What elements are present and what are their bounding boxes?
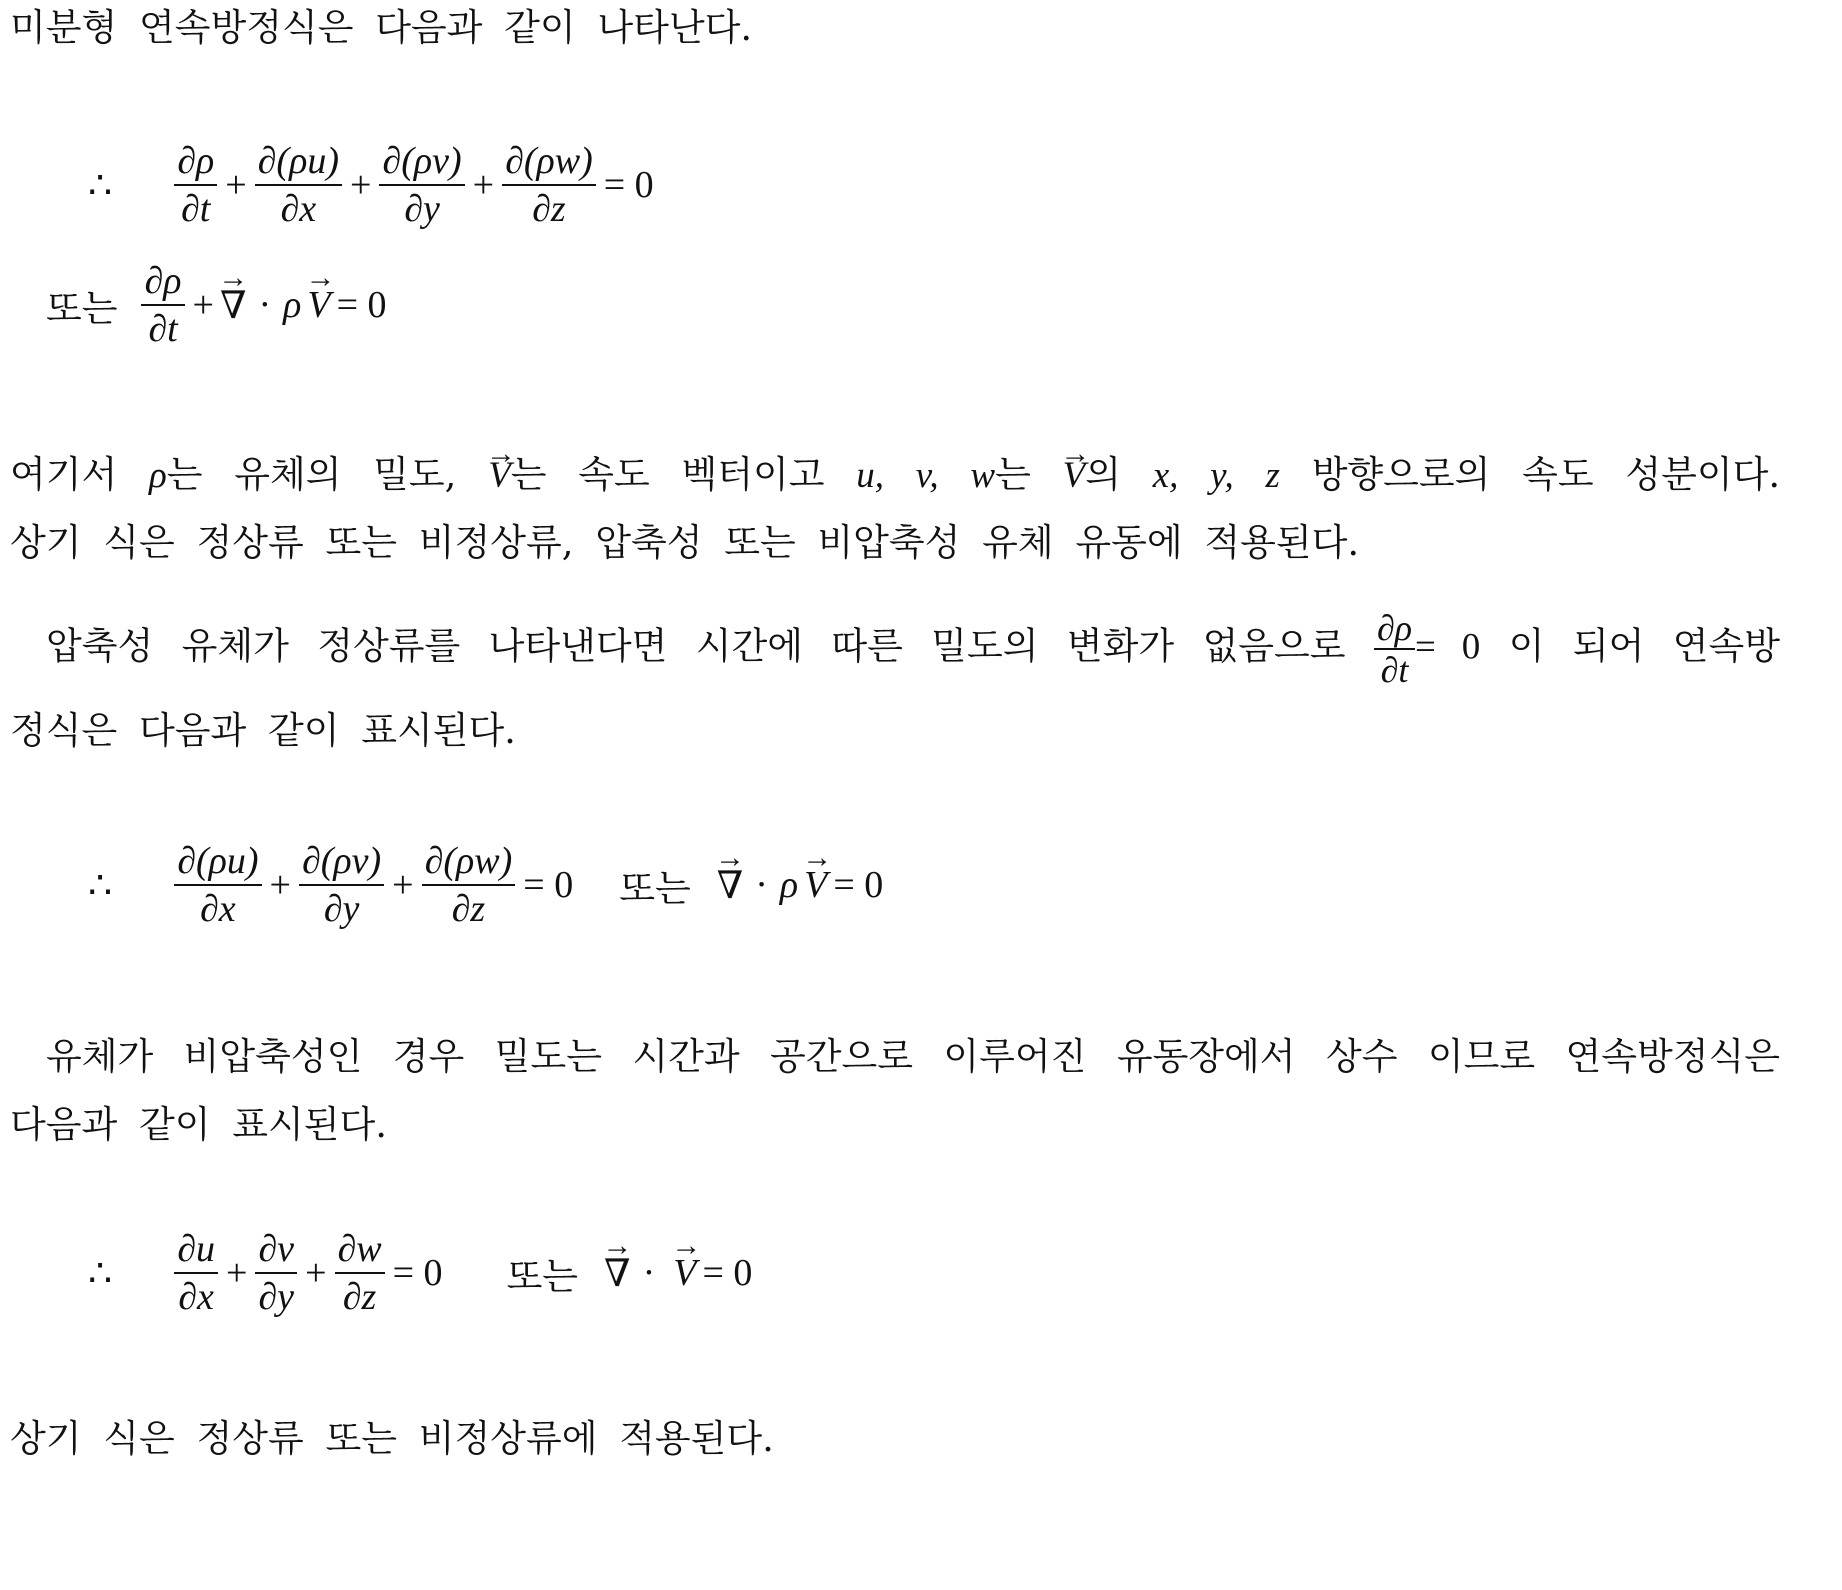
fraction-dw-dz: $\frac{\partial w}{\partial z}$: [335, 1226, 385, 1320]
para1-line2: 상기 식은 정상류 또는 비정상류, 압축성 또는 비압축성 유체 유동에 적용된다.: [10, 521, 1360, 564]
fraction-drho-dt-2: $\frac{\partial\rho}{\partial t}$: [141, 258, 184, 352]
fraction-drhov-dy: $\frac{\partial(\rho v)}{\partial y}$: [379, 138, 464, 232]
fraction-drho-dt-inline: $\frac{\partial\rho}{\partial t}$: [1374, 608, 1415, 690]
equation-steady-compressible: ∴ $\frac{\partial(\rho u)}{\partial x}$ + $\frac{\partial(\rho v)}{\partial y}$ + $\frac{\partial(\rho w)}{\partial z}$ = 0 또는 → ∇ · ρ → V = 0: [88, 838, 889, 932]
equation-continuity-vector: 또는 $\frac{\partial\rho}{\partial t}$ + → ∇ · ρ → V = 0: [46, 258, 393, 352]
closing-text: 상기 식은 정상류 또는 비정상류에 적용된다.: [10, 1417, 774, 1460]
fraction-du-dx: $\frac{\partial u}{\partial x}$: [174, 1226, 218, 1320]
para3-line1: 유체가 비압축성인 경우 밀도는 시간과 공간으로 이루어진 유동장에서 상수 이므로 연속방정식은: [46, 1035, 1780, 1078]
velocity-vector-3: → V: [673, 1251, 696, 1295]
fraction-drhou-dx-2: $\frac{\partial(\rho u)}{\partial x}$: [174, 838, 261, 932]
equation-incompressible: ∴ $\frac{\partial u}{\partial x}$ + $\frac{\partial v}{\partial y}$ + $\frac{\partial w}{\partial z}$ = 0 또는 → ∇ · → V = 0: [88, 1226, 758, 1320]
velocity-vector-2: → V: [804, 863, 827, 907]
para2-line1: 압축성 유체가 정상류를 나타낸다면 시간에 따른 밀도의 변화가 없음으로 $\frac{\partial\rho}{\partial t}$ = 0 이 되어 연속방: [46, 608, 1780, 690]
fraction-drho-dt: $\frac{\partial\rho}{\partial t}$: [174, 138, 217, 232]
nabla-symbol-2: → ∇: [717, 863, 744, 908]
therefore-symbol: ∴: [88, 164, 113, 207]
fraction-drhow-dz: $\frac{\partial(\rho w)}{\partial z}$: [502, 138, 596, 232]
fraction-drhou-dx: $\frac{\partial(\rho u)}{\partial x}$: [255, 138, 342, 232]
equation-continuity-full: ∴ $\frac{\partial\rho}{\partial t}$ + $\frac{\partial(\rho u)}{\partial x}$ + $\frac{\partial(\rho v)}{\partial y}$ + $\frac{\partial(\rho w)}{\partial z}$ = 0: [88, 140, 654, 230]
para2-line2: 정식은 다음과 같이 표시된다.: [10, 709, 516, 752]
or-label: 또는: [46, 287, 118, 330]
nabla-symbol-3: → ∇: [604, 1251, 631, 1296]
fraction-drhov-dy-2: $\frac{\partial(\rho v)}{\partial y}$: [299, 838, 384, 932]
velocity-vector: → V: [307, 283, 330, 327]
para3-line2: 다음과 같이 표시된다.: [10, 1103, 387, 1146]
fraction-dv-dy: $\frac{\partial v}{\partial y}$: [255, 1226, 297, 1320]
fraction-drhow-dz-2: $\frac{\partial(\rho w)}{\partial z}$: [422, 838, 516, 932]
intro-text: 미분형 연속방정식은 다음과 같이 나타난다.: [10, 6, 753, 49]
nabla-symbol: → ∇: [220, 283, 247, 328]
para1-line1: 여기서 ρ는 유체의 밀도, → V는 속도 벡터이고 u, v, w는 → V의 x, y, z 방향으로의 속도 성분이다.: [10, 450, 1780, 501]
